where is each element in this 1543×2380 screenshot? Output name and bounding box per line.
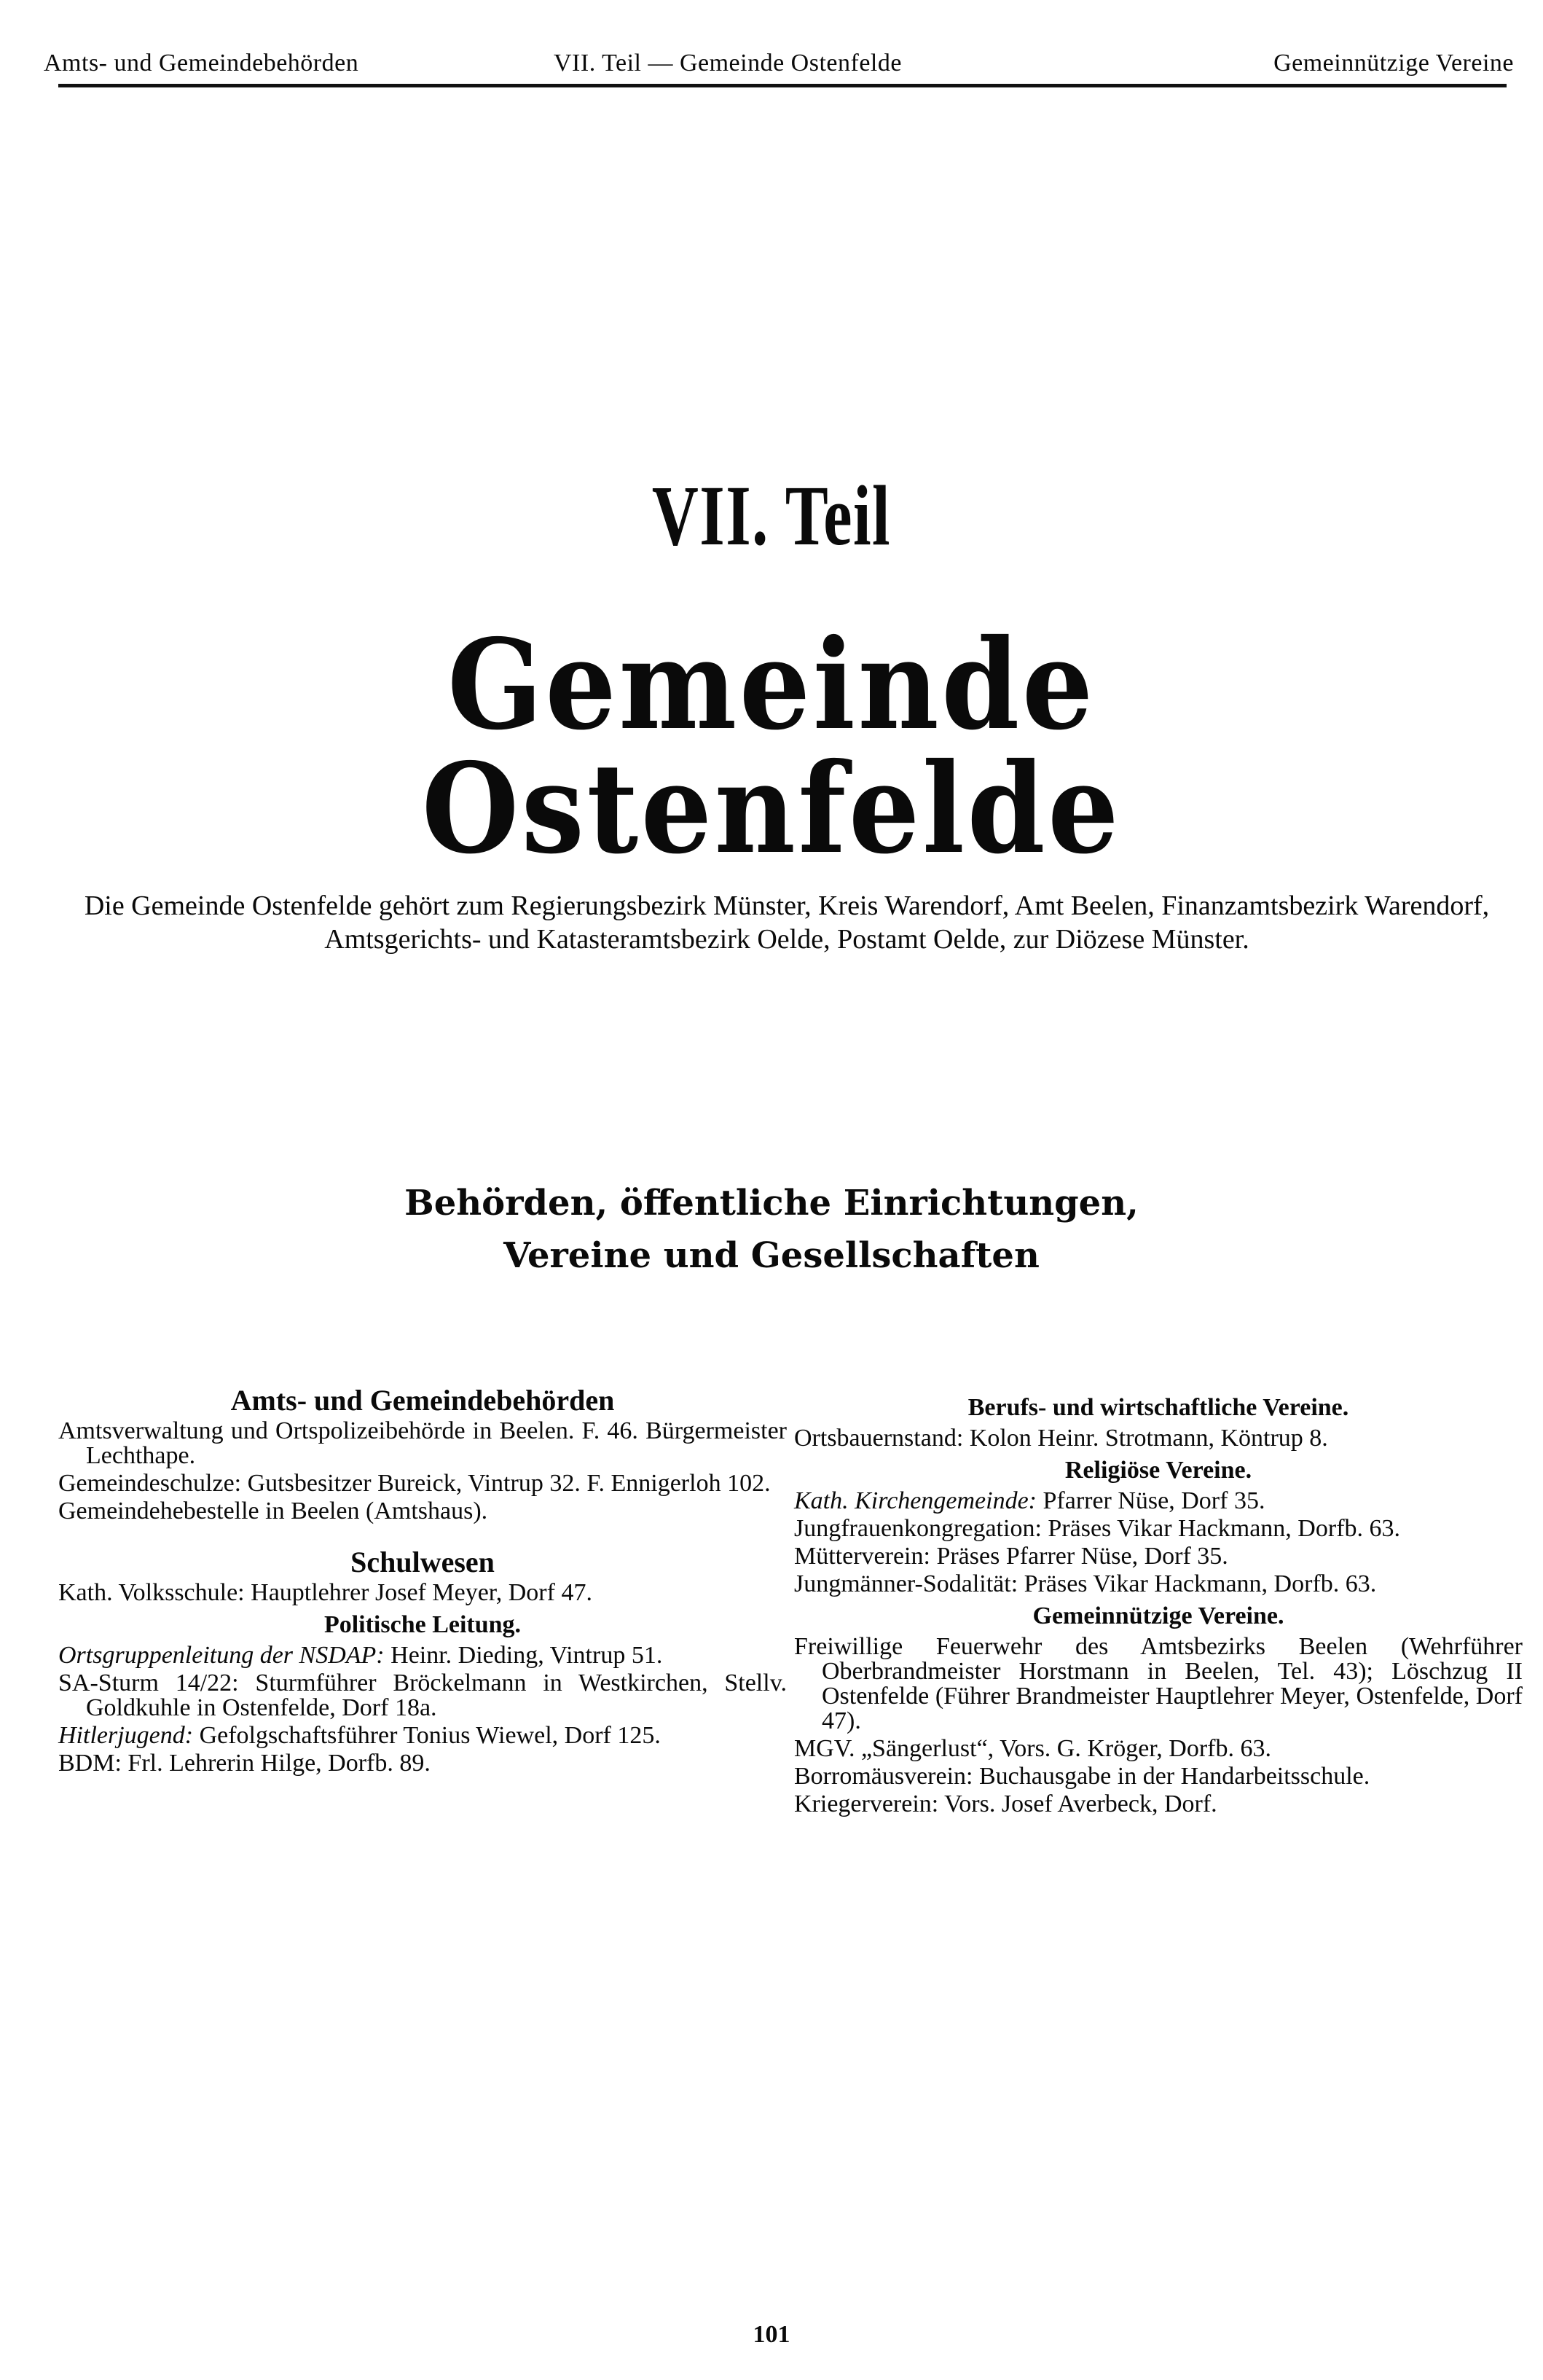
entry-text: Hauptlehrer Josef Meyer, Dorf 47. xyxy=(244,1579,592,1606)
running-header-right: Gemeinnützige Vereine xyxy=(1273,50,1514,77)
entry-label: BDM: xyxy=(58,1750,122,1777)
entry-text: Gutsbesitzer Bureick, Vintrup 32. F. Ennigerloh 102. xyxy=(241,1470,771,1497)
entry-text: Buchausgabe in der Handarbeitsschule. xyxy=(973,1763,1370,1790)
left-column xyxy=(58,1384,787,1779)
directory-entry xyxy=(794,1635,1523,1734)
part-label: VII. Teil xyxy=(651,468,892,563)
entry-label: Borromäusverein: xyxy=(794,1763,973,1790)
schul-entries xyxy=(58,1581,787,1605)
directory-entry xyxy=(58,1581,787,1605)
entry-label: Mütterverein: xyxy=(794,1543,930,1570)
directory-entry xyxy=(794,1737,1523,1761)
entry-label: Hitlerjugend: xyxy=(58,1722,194,1749)
entry-label: SA-Sturm 14/22: xyxy=(58,1669,239,1696)
entry-text: Vors. Josef Averbeck, Dorf. xyxy=(938,1790,1217,1817)
entry-text: Gefolgschaftsführer Tonius Wiewel, Dorf 125. xyxy=(193,1722,661,1749)
page-title: Gemeinde Ostenfelde xyxy=(421,612,1122,882)
running-header-left: Amts- und Gemeindebehörden xyxy=(44,50,359,77)
directory-entry xyxy=(794,1544,1523,1569)
entry-label: Jungmänner-Sodalität: xyxy=(794,1570,1018,1597)
entry-text: Frl. Lehrerin Hilge, Dorfb. 89. xyxy=(121,1750,431,1777)
running-header-center: VII. Teil — Gemeinde Ostenfelde xyxy=(554,50,902,77)
entry-label: Kriegerverein: xyxy=(794,1790,939,1817)
heading-berufs-vereine: Berufs- und wirtschaftliche Vereine. xyxy=(967,1394,1349,1421)
directory-entry xyxy=(794,1792,1523,1817)
directory-entry xyxy=(794,1764,1523,1789)
directory-entry xyxy=(58,1419,787,1468)
directory-entry xyxy=(58,1643,787,1668)
beruf-entries xyxy=(794,1426,1523,1451)
heading-politische-leitung: Politische Leitung. xyxy=(323,1611,522,1638)
section-heading-line-2: Vereine und Gesellschaften xyxy=(503,1235,1040,1276)
header-rule xyxy=(58,84,1507,87)
heading-religioese-vereine: Religiöse Vereine. xyxy=(1064,1457,1252,1484)
heading-schulwesen: Schulwesen xyxy=(350,1546,495,1578)
entry-label: Kath. Volksschule: xyxy=(58,1579,245,1606)
entry-text: (Wehrführer Oberbrandmeister Horstmann in Beelen, Tel. 43); Löschzug II Ostenfelde (Führer Brandmeister Hauptlehrer Meyer, Ostenfelde, Dorf 47). xyxy=(822,1633,1523,1734)
entry-label: Freiwillige Feuerwehr des Amtsbezirks Beelen xyxy=(794,1633,1368,1660)
entry-label: Ortsbauernstand: xyxy=(794,1425,964,1452)
page-number: 101 xyxy=(753,2321,790,2348)
entry-text: Präses Vikar Hackmann, Dorfb. 63. xyxy=(1018,1570,1377,1597)
running-header xyxy=(44,45,1514,86)
entry-text: Sturmführer Bröckelmann in Westkirchen, Stellv. Goldkuhle in Ostenfelde, Dorf 18a. xyxy=(86,1669,787,1721)
entry-label: Gemeindeschulze: xyxy=(58,1470,242,1497)
heading-amts-gemeindebehoerden: Amts- und Gemeindebehörden xyxy=(230,1384,615,1417)
directory-entry xyxy=(794,1572,1523,1597)
entry-text: Heinr. Dieding, Vintrup 51. xyxy=(384,1642,663,1669)
heading-gemeinnuetzige-vereine: Gemeinnützige Vereine. xyxy=(1032,1602,1284,1629)
intro-paragraph: Die Gemeinde Ostenfelde gehört zum Regierungsbezirk Münster, Kreis Warendorf, Amt Beelen, Finanzamtsbezirk Warendorf, Amtsgerichts- und Katasteramtsbezirk Oelde, Postamt Oelde, zur Diözese Münster. xyxy=(84,890,1490,955)
gemein-entries xyxy=(794,1635,1523,1817)
entry-label: Jungfrauenkongregation: xyxy=(794,1515,1042,1542)
directory-entry xyxy=(794,1516,1523,1541)
entry-label: Kath. Kirchengemeinde: xyxy=(794,1487,1037,1514)
directory-entry xyxy=(794,1426,1523,1451)
section-heading-line-1: Behörden, öffentliche Einrichtungen, xyxy=(404,1183,1139,1224)
entry-label: Ortsgruppenleitung der NSDAP: xyxy=(58,1642,385,1669)
amts-entries xyxy=(58,1419,787,1524)
directory-entry xyxy=(794,1489,1523,1514)
entry-label: Amtsverwaltung und Ortspolizeibehörde in Beelen. xyxy=(58,1417,575,1444)
right-column xyxy=(794,1388,1523,1820)
entry-text: Präses Pfarrer Nüse, Dorf 35. xyxy=(930,1543,1228,1570)
relig-entries xyxy=(794,1489,1523,1597)
directory-entry xyxy=(58,1751,787,1776)
directory-entry xyxy=(58,1723,787,1748)
entry-text: F. 46. Bürgermeister Lechthape. xyxy=(86,1417,787,1469)
entry-text: Pfarrer Nüse, Dorf 35. xyxy=(1037,1487,1265,1514)
section-heading xyxy=(0,1177,1543,1282)
entry-text: Kolon Heinr. Strotmann, Köntrup 8. xyxy=(963,1425,1328,1452)
directory-entry xyxy=(58,1499,787,1524)
directory-entry xyxy=(58,1671,787,1721)
entry-label: MGV. „Sängerlust“, xyxy=(794,1735,994,1762)
entry-text: (Amtshaus). xyxy=(359,1498,488,1524)
directory-entry xyxy=(58,1471,787,1496)
entry-text: Präses Vikar Hackmann, Dorfb. 63. xyxy=(1041,1515,1401,1542)
pol-entries xyxy=(58,1643,787,1776)
entry-text: Vors. G. Kröger, Dorfb. 63. xyxy=(994,1735,1271,1762)
entry-label: Gemeindehebestelle in Beelen xyxy=(58,1498,360,1524)
